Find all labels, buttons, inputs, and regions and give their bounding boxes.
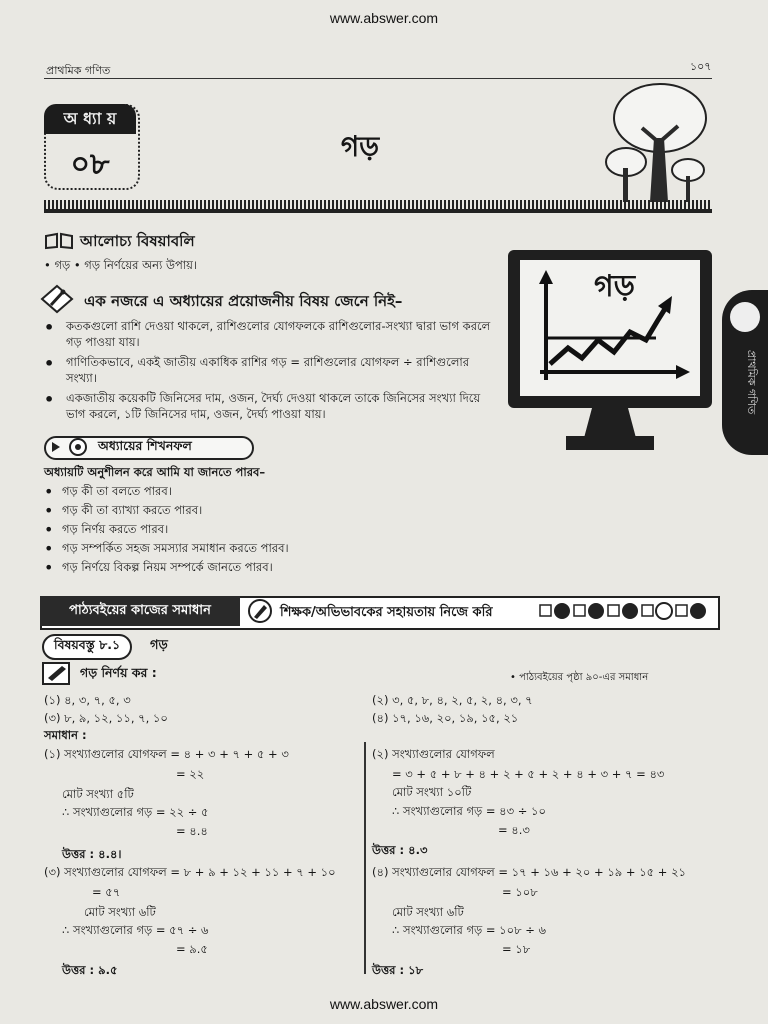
glance-item (44, 318, 496, 350)
question-4: (৪) ১৭, ১৬, ২০, ১৯, ১৫, ২১ (372, 711, 519, 725)
sol2-line4: ∴ সংখ্যাগুলোর গড় = ৪৩ ÷ ১০ (392, 804, 546, 818)
banner-right-label: শিক্ষক/অভিভাবকের সহায়তায় নিজে করি (280, 605, 493, 620)
sol2-answer: উত্তর : ৪.৩ (372, 843, 428, 857)
sol2-line5: = ৪.৩ (498, 823, 530, 837)
sol1-line2: = ২২ (176, 767, 205, 781)
site-url-top: www.abswer.com (329, 10, 439, 26)
sol1-line4: ∴ সংখ্যাগুলোর গড় = ২২ ÷ ৫ (62, 805, 209, 819)
sol3-line4: ∴ সংখ্যাগুলোর গড় = ৫৭ ÷ ৬ (62, 923, 209, 937)
sol1-line5: = ৪.৪ (176, 824, 208, 838)
book-name: প্রাথমিক গণিত (46, 64, 111, 77)
outcome-item (44, 501, 484, 520)
sol3-line3: মোট সংখ্যা ৬টি (84, 905, 156, 919)
sol4-line3: মোট সংখ্যা ৬টি (392, 905, 464, 919)
sol3-line1: (৩) সংখ্যাগুলোর যোগফল = ৮ + ৯ + ১২ + ১১ + ৭ + ১০ (44, 865, 336, 879)
glance-item-text: একজাতীয় কয়েকটি জিনিসের দাম, ওজন, দৈর্ঘ্য দেওয়া থাকলে তাকে জিনিসের সংখ্যা দিয়ে ভাগ করলে, ১টি জিনিসের দাম, ওজন, দৈর্ঘ্য পাওয়া যায়। (66, 391, 481, 421)
chapter-word: অ ধ্যা য় (44, 104, 136, 134)
chapter-number: ০৮ (70, 147, 110, 182)
outcome-item (44, 558, 484, 577)
site-url-bottom: www.abswer.com (329, 996, 439, 1012)
bullet-icon: • (44, 354, 55, 373)
monitor-label: গড় (594, 269, 636, 304)
outcome-text: গড় কী তা ব্যাখ্যা করতে পারব। (62, 503, 203, 517)
topic-name: গড় (150, 638, 168, 653)
sol3-line5: = ৯.৫ (176, 942, 208, 956)
header-rule (44, 78, 712, 79)
target-icon (50, 438, 90, 456)
outcomes-heading: অধ্যায়ের শিখনফল (98, 438, 192, 453)
bullet-icon: • (44, 539, 54, 558)
glance-item-text: কতকগুলো রাশি দেওয়া থাকলে, রাশিগুলোর যোগফলকে রাশিগুলোর-সংখ্যা দ্বারা ভাগ করলে গড় পাওয়া যায়। (66, 319, 491, 349)
pencil-icon (246, 598, 274, 624)
topics-heading: আলোচ্য বিষয়াবলি (80, 232, 195, 250)
magic-wand-icon (40, 284, 74, 314)
banner-left-label: পাঠ্যবইয়ের কাজের সমাধান (40, 596, 240, 626)
exercise-reference: • পাঠ্যবইয়ের পৃষ্ঠা ৯০-এর সমাধান (510, 672, 649, 683)
outcomes-intro: অধ্যায়টি অনুশীলন করে আমি যা জানতে পারব– (44, 465, 266, 479)
glance-item-text: গাণিতিকভাবে, একই জাতীয় একাধিক রাশির গড় = রাশিগুলোর যোগফল ÷ রাশিগুলোর সংখ্যা। (66, 355, 470, 385)
write-icon (42, 660, 72, 686)
sol2-line1: (২) সংখ্যাগুলোর যোগফল (372, 747, 495, 761)
bullet-icon: • (44, 558, 54, 577)
sol4-line2: = ১০৮ (502, 885, 538, 899)
outcome-text: গড় নির্ণয় করতে পারব। (62, 522, 169, 536)
topic-pill: বিষয়বস্তু ৮.১ (42, 634, 132, 660)
outcomes-list (44, 482, 484, 577)
sol1-line3: মোট সংখ্যা ৫টি (62, 787, 134, 801)
side-tab-circle (730, 302, 760, 332)
bullet-icon: • (44, 482, 54, 501)
glance-list (44, 318, 496, 422)
question-3: (৩) ৮, ৯, ১২, ১১, ৭, ১০ (44, 711, 168, 725)
chapter-title: গড় (340, 130, 380, 163)
outcome-text: গড় নির্ণয়ে বিকল্প নিয়ম সম্পর্কে জানতে পারব। (62, 560, 273, 574)
sol2-line2: = ৩ + ৫ + ৮ + ৪ + ২ + ৫ + ২ + ৪ + ৩ + ৭ = ৪৩ (392, 767, 665, 781)
bullet-icon: • (44, 390, 55, 409)
question-2: (২) ৩, ৫, ৮, ৪, ২, ৫, ২, ৪, ৩, ৭ (372, 693, 533, 707)
sol4-line4: ∴ সংখ্যাগুলোর গড় = ১০৮ ÷ ৬ (392, 923, 546, 937)
outcome-item (44, 482, 484, 501)
sol4-line1: (৪) সংখ্যাগুলোর যোগফল = ১৭ + ১৬ + ২০ + ১৯ + ১৫ + ২১ (372, 865, 687, 879)
bullet-icon: • (44, 501, 54, 520)
outcome-item (44, 520, 484, 539)
bullet-icon: • (44, 318, 55, 337)
outcome-text: গড় কী তা বলতে পারব। (62, 484, 172, 498)
exercise-heading: গড় নির্ণয় কর : (80, 665, 157, 680)
page-number: ১০৭ (690, 60, 712, 73)
bullet-icon: • (44, 520, 54, 539)
grass-baseline (44, 209, 712, 213)
sol1-answer: উত্তর : ৪.৪। (62, 847, 122, 861)
sol3-answer: উত্তর : ৯.৫ (62, 963, 118, 977)
glance-item (44, 354, 496, 386)
sol4-line5: = ১৮ (502, 942, 531, 956)
sol4-answer: উত্তর : ১৮ (372, 963, 424, 977)
sol3-line2: = ৫৭ (92, 885, 121, 899)
glance-heading: এক নজরে এ অধ্যায়ের প্রয়োজনীয় বিষয় জেনে নিই– (84, 292, 403, 310)
topics-list: • গড় • গড় নির্ণয়ের অন্য উপায়। (44, 258, 197, 272)
glance-item (44, 390, 496, 422)
trees-illustration (598, 80, 714, 204)
sol1-line1: (১) সংখ্যাগুলোর যোগফল = ৪ + ৩ + ৭ + ৫ + ৩ (44, 747, 289, 761)
column-divider (364, 742, 366, 974)
outcome-item (44, 539, 484, 558)
solution-label: সমাধান : (44, 728, 87, 742)
sol2-line3: মোট সংখ্যা ১০টি (392, 785, 472, 799)
banner-symbols (538, 600, 712, 622)
question-1: (১) ৪, ৩, ৭, ৫, ৩ (44, 693, 131, 707)
outcome-text: গড় সম্পর্কিত সহজ সমস্যার সমাধান করতে পারব। (62, 541, 289, 555)
book-icon (44, 232, 74, 250)
side-tab-label: প্রাথমিক গণিত (745, 350, 758, 415)
